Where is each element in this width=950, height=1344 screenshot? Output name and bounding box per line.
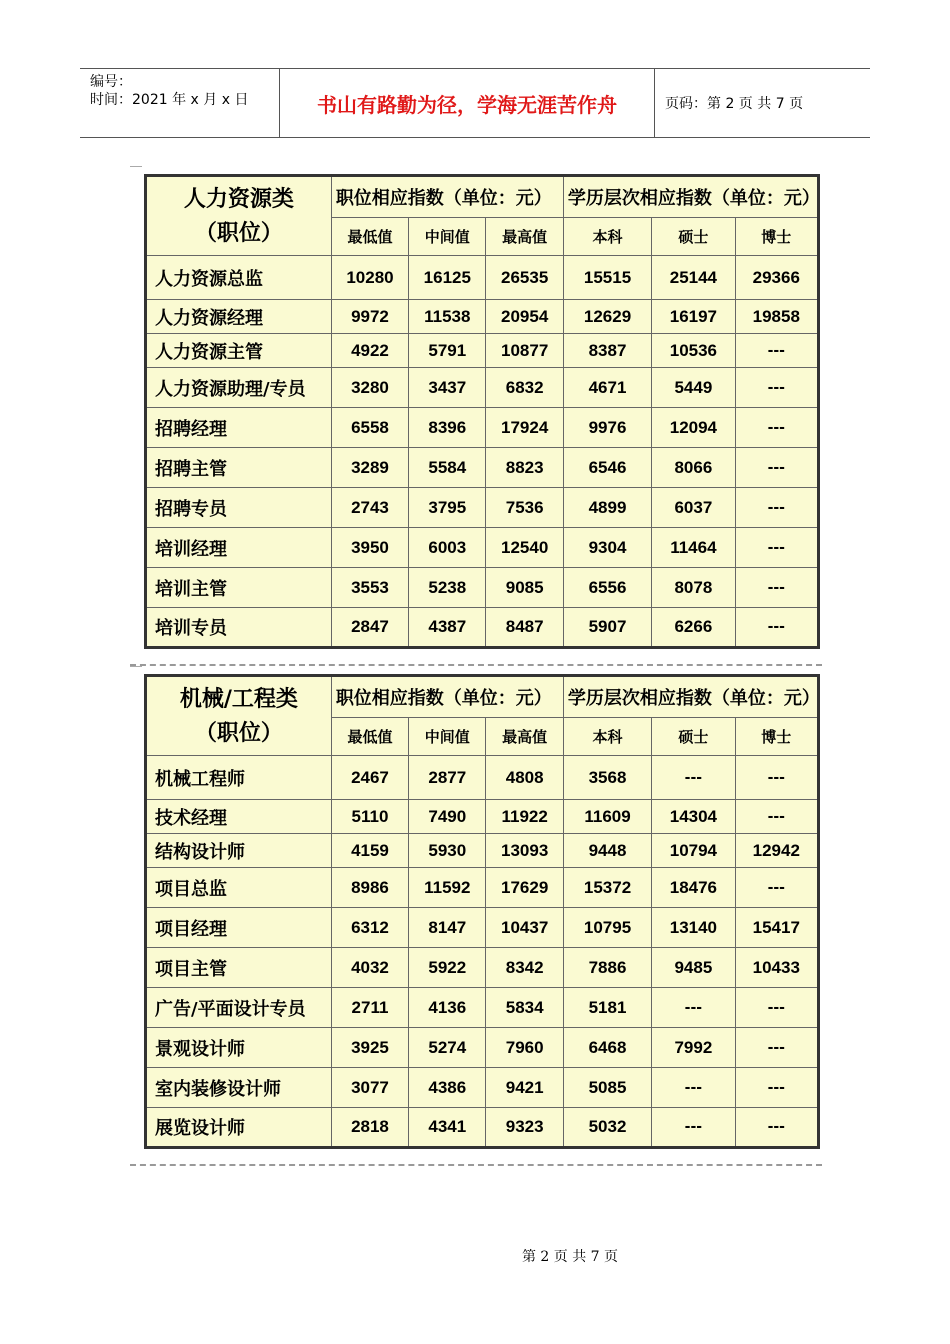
salary-value-cell: 11592 (409, 868, 486, 908)
salary-value-cell: 20954 (486, 300, 563, 334)
column-header: 博士 (735, 718, 818, 756)
salary-value-cell: 6037 (652, 488, 735, 528)
salary-value-cell: 3553 (331, 568, 408, 608)
salary-value-cell: --- (735, 800, 818, 834)
salary-value-cell: 2877 (409, 756, 486, 800)
position-name-cell: 技术经理 (146, 800, 332, 834)
salary-value-cell: 15372 (563, 868, 651, 908)
salary-value-cell: 17629 (486, 868, 563, 908)
table-row (146, 528, 819, 568)
table-row (146, 368, 819, 408)
column-header: 最高值 (486, 218, 563, 256)
table-row (146, 1068, 819, 1108)
salary-value-cell: 7536 (486, 488, 563, 528)
salary-value-cell: 4808 (486, 756, 563, 800)
position-name-cell: 室内装修设计师 (146, 1068, 332, 1108)
table-row (146, 334, 819, 368)
group-header-position: 职位相应指数（单位：元） (331, 176, 563, 218)
salary-value-cell: 4387 (409, 608, 486, 648)
salary-value-cell: 7490 (409, 800, 486, 834)
salary-value-cell: 12942 (735, 834, 818, 868)
salary-value-cell: 15515 (563, 256, 651, 300)
position-name-cell: 人力资源主管 (146, 334, 332, 368)
table-row (146, 448, 819, 488)
table-row (146, 300, 819, 334)
salary-value-cell: 6266 (652, 608, 735, 648)
salary-value-cell: 9485 (652, 948, 735, 988)
salary-value-cell: 5907 (563, 608, 651, 648)
salary-value-cell: 8066 (652, 448, 735, 488)
salary-value-cell: 9421 (486, 1068, 563, 1108)
panel-bottom-rule (130, 1164, 822, 1166)
salary-value-cell: 26535 (486, 256, 563, 300)
salary-value-cell: 12094 (652, 408, 735, 448)
position-name-cell: 景观设计师 (146, 1028, 332, 1068)
salary-value-cell: 29366 (735, 256, 818, 300)
salary-value-cell: 6546 (563, 448, 651, 488)
position-name-cell: 项目主管 (146, 948, 332, 988)
panel-top-rule (130, 666, 142, 667)
salary-value-cell: 4671 (563, 368, 651, 408)
position-name-cell: 培训主管 (146, 568, 332, 608)
salary-value-cell: --- (735, 868, 818, 908)
table-row (146, 408, 819, 448)
salary-value-cell: 5274 (409, 1028, 486, 1068)
salary-value-cell: 2711 (331, 988, 408, 1028)
salary-value-cell: 8078 (652, 568, 735, 608)
salary-value-cell: 5110 (331, 800, 408, 834)
salary-value-cell: 5085 (563, 1068, 651, 1108)
position-name-cell: 项目总监 (146, 868, 332, 908)
table-row (146, 988, 819, 1028)
salary-value-cell: --- (652, 988, 735, 1028)
salary-value-cell: 13093 (486, 834, 563, 868)
table-row (146, 488, 819, 528)
salary-value-cell: 10437 (486, 908, 563, 948)
column-header: 本科 (563, 218, 651, 256)
salary-value-cell: 9304 (563, 528, 651, 568)
salary-value-cell: 5922 (409, 948, 486, 988)
salary-value-cell: --- (735, 334, 818, 368)
category-subtitle: （职位） (194, 720, 283, 746)
column-header: 中间值 (409, 218, 486, 256)
position-name-cell: 人力资源助理/专员 (146, 368, 332, 408)
hr-salary-table (144, 174, 820, 649)
salary-value-cell: --- (735, 448, 818, 488)
salary-value-cell: 12629 (563, 300, 651, 334)
table-row (146, 868, 819, 908)
table-row (146, 756, 819, 800)
salary-value-cell: 3950 (331, 528, 408, 568)
table-row (146, 908, 819, 948)
salary-value-cell: 4899 (563, 488, 651, 528)
category-title: 人力资源类 (183, 186, 294, 212)
table-row (146, 1028, 819, 1068)
salary-value-cell: 3437 (409, 368, 486, 408)
salary-value-cell: 3289 (331, 448, 408, 488)
table-row (146, 608, 819, 648)
position-name-cell: 招聘专员 (146, 488, 332, 528)
table-row (146, 1108, 819, 1148)
table-row (146, 948, 819, 988)
salary-value-cell: 25144 (652, 256, 735, 300)
salary-value-cell: --- (735, 568, 818, 608)
column-header: 博士 (735, 218, 818, 256)
engineering-salary-table (144, 674, 820, 1149)
category-header (146, 176, 332, 256)
header-motto: 书山有路勤为径，学海无涯苦作舟 (280, 69, 655, 137)
salary-value-cell: 12540 (486, 528, 563, 568)
salary-value-cell: --- (735, 368, 818, 408)
salary-value-cell: --- (735, 528, 818, 568)
salary-value-cell: 11538 (409, 300, 486, 334)
salary-value-cell: 5791 (409, 334, 486, 368)
salary-value-cell: 4136 (409, 988, 486, 1028)
salary-value-cell: 8342 (486, 948, 563, 988)
salary-value-cell: 8487 (486, 608, 563, 648)
salary-value-cell: 7992 (652, 1028, 735, 1068)
salary-value-cell: 18476 (652, 868, 735, 908)
group-header-education: 学历层次相应指数（单位：元） (563, 676, 818, 718)
salary-value-cell: 16125 (409, 256, 486, 300)
salary-value-cell: 8823 (486, 448, 563, 488)
column-header: 硕士 (652, 218, 735, 256)
salary-value-cell: 7960 (486, 1028, 563, 1068)
salary-value-cell: 11922 (486, 800, 563, 834)
salary-value-cell: --- (735, 488, 818, 528)
salary-value-cell: --- (735, 1028, 818, 1068)
position-name-cell: 机械工程师 (146, 756, 332, 800)
salary-value-cell: 17924 (486, 408, 563, 448)
salary-value-cell: 7886 (563, 948, 651, 988)
group-header-position: 职位相应指数（单位：元） (331, 676, 563, 718)
salary-value-cell: 9323 (486, 1108, 563, 1148)
salary-value-cell: --- (652, 1068, 735, 1108)
salary-value-cell: 2818 (331, 1108, 408, 1148)
salary-value-cell: 8986 (331, 868, 408, 908)
position-name-cell: 培训专员 (146, 608, 332, 648)
salary-value-cell: 4922 (331, 334, 408, 368)
position-name-cell: 展览设计师 (146, 1108, 332, 1148)
salary-value-cell: 3568 (563, 756, 651, 800)
salary-value-cell: 3795 (409, 488, 486, 528)
salary-value-cell: 10877 (486, 334, 563, 368)
salary-value-cell: 4341 (409, 1108, 486, 1148)
table-row (146, 800, 819, 834)
salary-value-cell: --- (735, 988, 818, 1028)
salary-value-cell: 9972 (331, 300, 408, 334)
salary-value-cell: --- (735, 756, 818, 800)
time-label: 时间：2021 年 x 月 x 日 (90, 92, 249, 108)
salary-value-cell: 5584 (409, 448, 486, 488)
salary-value-cell: 3077 (331, 1068, 408, 1108)
position-name-cell: 项目经理 (146, 908, 332, 948)
salary-value-cell: 19858 (735, 300, 818, 334)
salary-value-cell: 6558 (331, 408, 408, 448)
salary-value-cell: 10280 (331, 256, 408, 300)
hr-salary-panel (130, 166, 822, 666)
salary-value-cell: 5930 (409, 834, 486, 868)
engineering-salary-panel (130, 666, 822, 1166)
position-name-cell: 培训经理 (146, 528, 332, 568)
column-header: 最高值 (486, 718, 563, 756)
salary-value-cell: 11464 (652, 528, 735, 568)
salary-value-cell: 5449 (652, 368, 735, 408)
column-header: 最低值 (331, 218, 408, 256)
page-header (80, 68, 870, 138)
salary-value-cell: 8387 (563, 334, 651, 368)
header-meta (80, 69, 280, 137)
position-name-cell: 招聘主管 (146, 448, 332, 488)
salary-value-cell: 5834 (486, 988, 563, 1028)
salary-value-cell: --- (652, 1108, 735, 1148)
salary-value-cell: 6468 (563, 1028, 651, 1068)
salary-value-cell: 2847 (331, 608, 408, 648)
salary-value-cell: 9976 (563, 408, 651, 448)
category-header (146, 676, 332, 756)
position-name-cell: 人力资源经理 (146, 300, 332, 334)
salary-value-cell: 4159 (331, 834, 408, 868)
salary-value-cell: 8396 (409, 408, 486, 448)
position-name-cell: 广告/平面设计专员 (146, 988, 332, 1028)
salary-value-cell: 11609 (563, 800, 651, 834)
position-name-cell: 招聘经理 (146, 408, 332, 448)
group-header-education: 学历层次相应指数（单位：元） (563, 176, 818, 218)
salary-value-cell: --- (735, 608, 818, 648)
salary-value-cell: 10795 (563, 908, 651, 948)
salary-value-cell: 3925 (331, 1028, 408, 1068)
salary-value-cell: 4386 (409, 1068, 486, 1108)
table-row (146, 568, 819, 608)
category-subtitle: （职位） (194, 220, 283, 246)
page-footer: 第 2 页 共 7 页 (521, 1249, 619, 1265)
salary-value-cell: 5238 (409, 568, 486, 608)
salary-value-cell: 5181 (563, 988, 651, 1028)
salary-value-cell: 8147 (409, 908, 486, 948)
salary-value-cell: 2743 (331, 488, 408, 528)
column-header: 硕士 (652, 718, 735, 756)
column-header: 中间值 (409, 718, 486, 756)
salary-value-cell: --- (735, 408, 818, 448)
salary-value-cell: 16197 (652, 300, 735, 334)
salary-value-cell: --- (735, 1108, 818, 1148)
salary-value-cell: 6312 (331, 908, 408, 948)
salary-value-cell: 10433 (735, 948, 818, 988)
salary-value-cell: --- (735, 1068, 818, 1108)
number-label: 编号： (90, 74, 132, 90)
salary-value-cell: 9448 (563, 834, 651, 868)
column-header: 本科 (563, 718, 651, 756)
table-row (146, 834, 819, 868)
salary-value-cell: 6832 (486, 368, 563, 408)
category-title: 机械/工程类 (179, 686, 298, 712)
header-page-info: 页码：第 2 页 共 7 页 (665, 96, 804, 112)
salary-value-cell: 14304 (652, 800, 735, 834)
salary-value-cell: 10794 (652, 834, 735, 868)
position-name-cell: 结构设计师 (146, 834, 332, 868)
salary-value-cell: 9085 (486, 568, 563, 608)
salary-value-cell: 4032 (331, 948, 408, 988)
position-name-cell: 人力资源总监 (146, 256, 332, 300)
column-header: 最低值 (331, 718, 408, 756)
salary-value-cell: 5032 (563, 1108, 651, 1148)
salary-value-cell: 3280 (331, 368, 408, 408)
salary-value-cell: 15417 (735, 908, 818, 948)
panel-top-rule (130, 166, 142, 167)
salary-value-cell: 10536 (652, 334, 735, 368)
salary-value-cell: 13140 (652, 908, 735, 948)
table-row (146, 256, 819, 300)
salary-value-cell: 6003 (409, 528, 486, 568)
salary-value-cell: --- (652, 756, 735, 800)
salary-value-cell: 6556 (563, 568, 651, 608)
salary-value-cell: 2467 (331, 756, 408, 800)
